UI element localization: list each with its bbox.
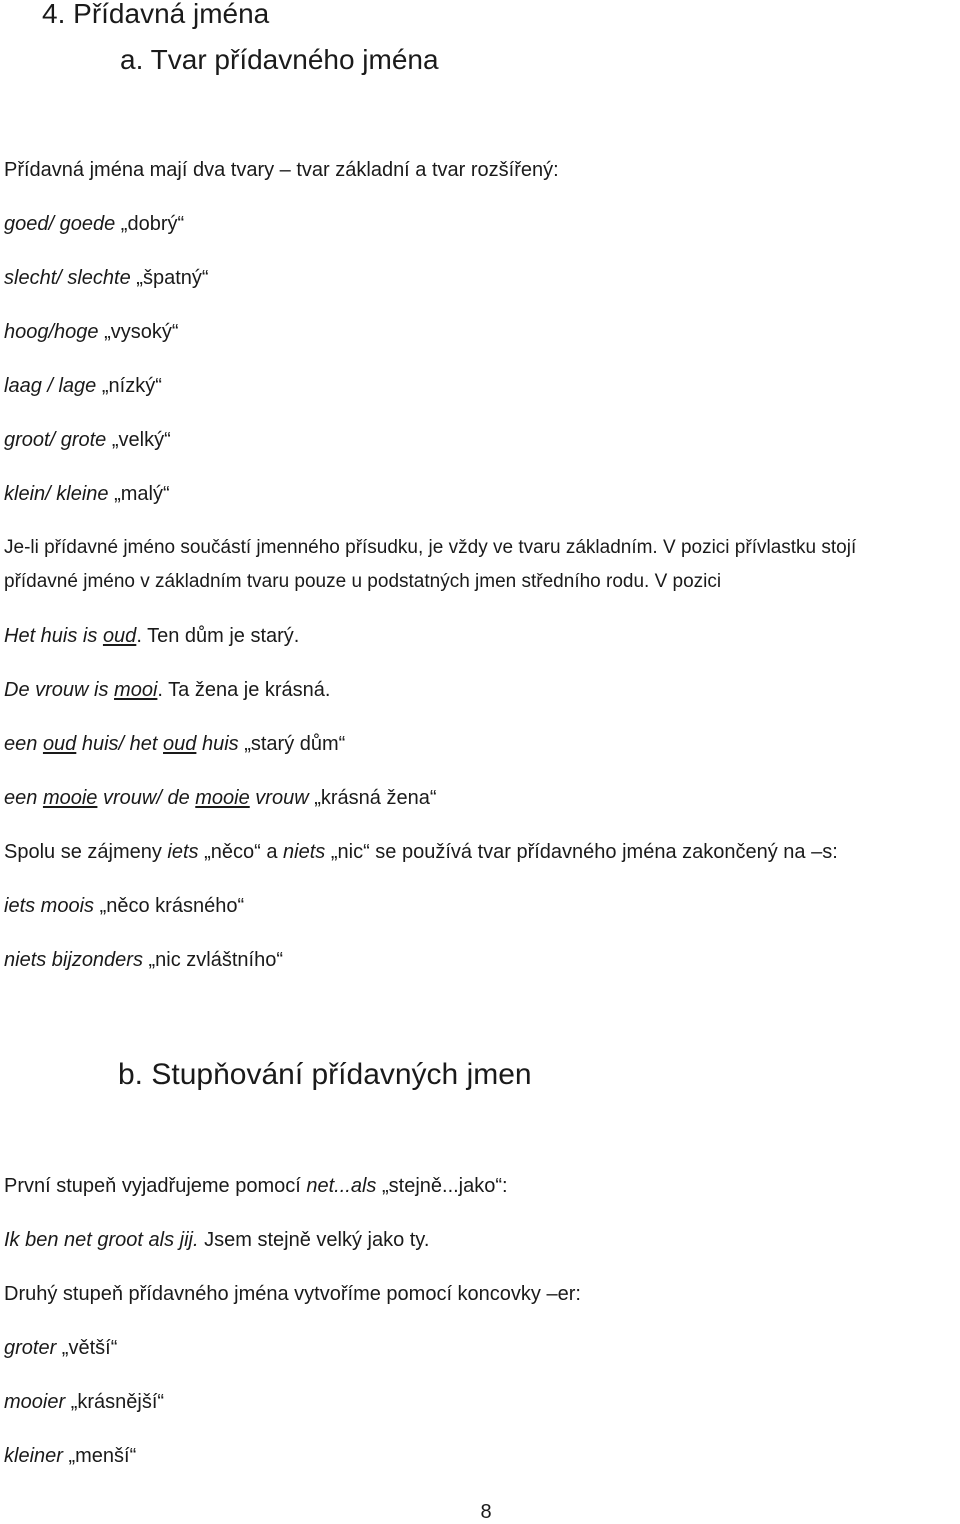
degree-2-paragraph: Druhý stupeň přídavného jména vytvoříme pomocí koncovky –er: [4,1283,581,1305]
subsection-a-heading [120,44,439,76]
rule-keyword: iets [167,841,199,863]
section-number: 4. [42,0,66,29]
example-translation: Jsem stejně velký jako ty. [198,1229,430,1251]
comparative-example [4,1390,164,1414]
example-dutch: vrouw/ de [97,787,196,809]
pair-dutch: goed/ goede [4,213,116,235]
example-dutch: De vrouw is [4,679,115,701]
iets-rule-paragraph [4,840,838,864]
rule-paragraph-line-2: přídavné jméno v základním tvaru pouze u podstatných jmen středního rodu. V pozici [4,571,722,592]
adjective-pair [4,266,209,290]
example-dutch: mooier [4,1391,66,1413]
degree-1-example [4,1228,429,1252]
adjective-pair [4,320,179,344]
example-attributive-vrouw [4,786,436,810]
example-adjective: oud [102,625,137,647]
rule-paragraph-line-1: Je-li přídavné jméno součástí jmenného přísudku, je vždy ve tvaru základním. V pozici přívlastku stojí [4,537,857,558]
example-translation: . Ta žena je krásná. [157,679,331,701]
adjective-pair [4,374,162,398]
example-dutch: een [4,733,43,755]
example-huis [4,624,299,648]
rule-text: „stejně...jako“: [376,1175,508,1197]
example-adjective: mooi [114,679,158,701]
example-vrouw [4,678,330,702]
example-dutch: vrouw [249,787,309,809]
example-dutch: iets moois [4,895,95,917]
example-dutch: huis [196,733,239,755]
subsection-b-heading [118,1058,532,1092]
adjective-pair [4,212,184,236]
adjective-pair [4,428,171,452]
subsection-b-marker: b. [118,1058,144,1091]
example-translation: „krásnější“ [65,1391,165,1413]
pair-dutch: laag / lage [4,375,97,397]
example-adjective: oud [42,733,77,755]
section-heading [42,0,269,30]
example-dutch: Het huis is [4,625,103,647]
adjective-pair [4,482,170,506]
rule-keyword: net...als [306,1175,377,1197]
pair-dutch: slecht/ slechte [4,267,131,289]
example-translation: „starý dům“ [238,733,346,755]
rule-text: „nic“ se používá tvar přídavného jména zakončený na –s: [325,841,838,863]
iets-example [4,948,283,972]
example-dutch: kleiner [4,1445,63,1467]
example-adjective: mooie [42,787,98,809]
pair-czech: „malý“ [108,483,170,505]
example-adjective: oud [163,733,197,755]
pair-czech: „dobrý“ [115,213,185,235]
rule-text: Spolu se zájmeny [4,841,168,863]
degree-1-paragraph [4,1174,508,1198]
example-dutch: Ik ben net groot als jij. [4,1229,199,1251]
example-dutch: een [4,787,43,809]
subsection-b-title: Stupňování přídavných jmen [151,1058,532,1091]
iets-example [4,894,244,918]
pair-dutch: groot/ grote [4,429,107,451]
pair-czech: „velký“ [106,429,171,451]
rule-text: První stupeň vyjadřujeme pomocí [4,1175,307,1197]
example-translation: „nic zvláštního“ [142,949,284,971]
rule-keyword: niets [283,841,326,863]
rule-text: „něco“ a [198,841,284,863]
example-translation: „větší“ [56,1337,118,1359]
comparative-example [4,1444,136,1468]
example-dutch: groter [4,1337,57,1359]
example-dutch: niets bijzonders [4,949,143,971]
example-adjective: mooie [195,787,250,809]
example-attributive-huis [4,732,345,756]
example-translation: . Ten dům je starý. [136,625,300,647]
intro-paragraph: Přídavná jména mají dva tvary – tvar základní a tvar rozšířený: [4,159,559,181]
section-title: Přídavná jména [73,0,270,29]
pair-czech: „nízký“ [96,375,162,397]
pair-czech: „vysoký“ [98,321,179,343]
example-dutch: huis/ het [76,733,164,755]
pair-dutch: klein/ kleine [4,483,109,505]
example-translation: „něco krásného“ [94,895,245,917]
example-translation: „krásná žena“ [308,787,437,809]
comparative-example [4,1336,117,1360]
pair-dutch: hoog/hoge [4,321,99,343]
example-translation: „menší“ [62,1445,137,1467]
subsection-a-marker: a. [120,44,144,75]
subsection-a-title: Tvar přídavného jména [150,44,439,75]
page-number: 8 [480,1501,492,1523]
pair-czech: „špatný“ [130,267,209,289]
